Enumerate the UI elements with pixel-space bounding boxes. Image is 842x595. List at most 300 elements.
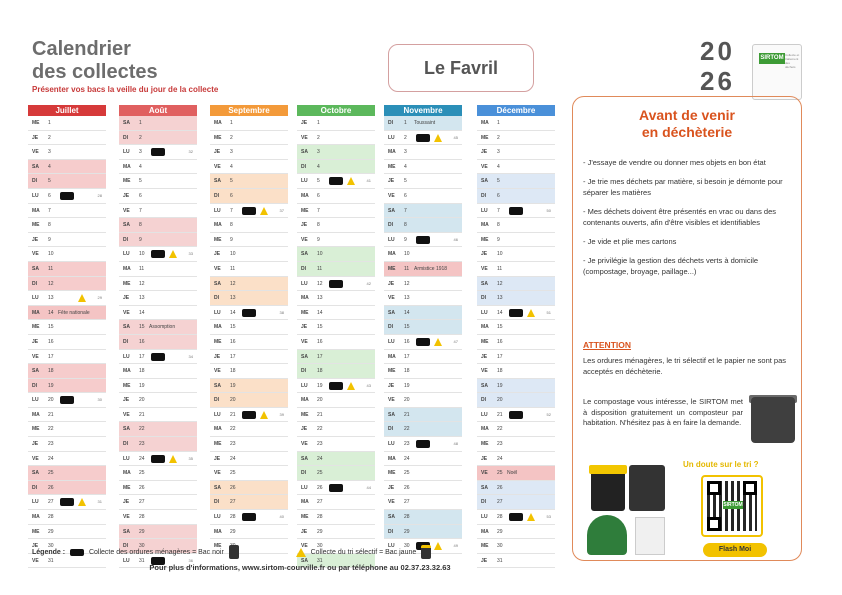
day-name: ME (123, 484, 131, 491)
day-number: 29 (497, 528, 503, 535)
day-number: 11 (404, 265, 410, 272)
day-row (297, 145, 375, 160)
day-name: VE (214, 265, 221, 272)
day-name: LU (388, 441, 395, 448)
panel-heading-line-1: Avant de venir (639, 107, 735, 123)
day-name: LU (123, 251, 130, 258)
week-number: 39 (279, 411, 284, 417)
day-row (384, 466, 462, 481)
day-name: VE (388, 499, 395, 506)
day-name: JE (301, 222, 308, 229)
day-number: 22 (317, 426, 323, 433)
day-number: 22 (497, 426, 503, 433)
day-row (210, 452, 288, 467)
day-number: 21 (317, 411, 323, 418)
day-row (477, 189, 555, 204)
day-row (384, 452, 462, 467)
day-number: 28 (404, 514, 410, 521)
day-number: 23 (317, 441, 323, 448)
day-name: JE (32, 543, 39, 550)
day-number: 30 (497, 543, 503, 550)
day-number: 1 (317, 120, 320, 126)
day-number: 22 (139, 426, 145, 433)
sirtom-logo (752, 44, 802, 100)
day-row (28, 306, 106, 321)
day-name: LU (214, 411, 221, 418)
day-name: VE (388, 192, 395, 199)
day-number: 2 (317, 134, 320, 141)
event-label: Armistice 1918 (414, 265, 448, 272)
day-number: 28 (230, 514, 236, 521)
day-number: 8 (48, 222, 51, 229)
day-row (477, 291, 555, 306)
logo-badge: SIRTOM (759, 53, 785, 64)
day-number: 3 (139, 149, 142, 156)
day-name: SA (481, 280, 488, 287)
day-row (384, 306, 462, 321)
triangle-icon (78, 498, 86, 506)
day-name: VE (481, 470, 488, 477)
triangle-icon (434, 542, 442, 550)
day-name: JE (481, 353, 488, 360)
day-name: SA (301, 251, 308, 258)
day-name: LU (32, 192, 39, 199)
day-row (297, 218, 375, 233)
day-number: 18 (48, 368, 54, 375)
day-row (119, 262, 197, 277)
day-number: 16 (404, 338, 410, 345)
day-name: DI (481, 499, 486, 506)
day-row (297, 379, 375, 394)
day-number: 20 (139, 397, 145, 404)
day-name: VE (301, 543, 308, 550)
panel-heading (573, 107, 801, 141)
day-number: 11 (48, 265, 54, 272)
day-number: 13 (139, 295, 145, 302)
black-bin-marker-icon (242, 513, 256, 521)
day-number: 1 (139, 120, 142, 126)
day-name: MA (481, 120, 489, 126)
day-number: 19 (48, 382, 54, 389)
black-bin-marker-icon (151, 250, 165, 258)
week-number: 41 (366, 178, 371, 184)
day-row (297, 393, 375, 408)
day-name: DI (123, 134, 128, 141)
day-number: 18 (404, 368, 410, 375)
day-name: MA (32, 411, 40, 418)
day-number: 16 (230, 338, 236, 345)
day-number: 12 (497, 280, 503, 287)
day-row (477, 145, 555, 160)
day-name: MA (123, 163, 131, 170)
day-name: MA (214, 426, 222, 433)
day-number: 19 (317, 382, 323, 389)
day-name: LU (481, 514, 488, 521)
day-row (477, 160, 555, 175)
day-number: 7 (317, 207, 320, 214)
day-name: LU (214, 207, 221, 214)
week-number: 40 (279, 514, 284, 520)
day-row (297, 262, 375, 277)
day-row (477, 481, 555, 496)
day-name: DI (214, 192, 219, 199)
day-row (28, 466, 106, 481)
day-name: MA (123, 265, 131, 272)
black-bin-marker-icon (151, 455, 165, 463)
week-number: 50 (546, 207, 551, 213)
day-number: 27 (230, 499, 236, 506)
day-number: 19 (404, 382, 410, 389)
day-number: 11 (317, 265, 323, 272)
day-name: DI (214, 397, 219, 404)
day-row (384, 481, 462, 496)
tips-list (583, 157, 797, 285)
day-name: LU (481, 207, 488, 214)
day-number: 22 (230, 426, 236, 433)
day-row (297, 510, 375, 525)
day-name: DI (481, 397, 486, 404)
day-row (297, 233, 375, 248)
day-row (28, 481, 106, 496)
day-row (119, 204, 197, 219)
day-row (28, 335, 106, 350)
day-number: 13 (230, 295, 236, 302)
day-number: 21 (230, 411, 236, 418)
day-number: 24 (230, 455, 236, 462)
day-row (210, 379, 288, 394)
week-number: 38 (279, 309, 284, 315)
day-name: SA (481, 382, 488, 389)
black-bin-marker-icon (416, 134, 430, 142)
week-number: 44 (366, 484, 371, 490)
day-row (119, 437, 197, 452)
day-name: SA (481, 178, 488, 185)
month-column-nov (384, 105, 462, 554)
black-bin-marker-icon (509, 513, 523, 521)
day-number: 28 (317, 514, 323, 521)
day-name: VE (301, 236, 308, 243)
day-number: 13 (404, 295, 410, 302)
day-number: 1 (48, 120, 51, 126)
day-number: 28 (497, 514, 503, 521)
day-row (28, 350, 106, 365)
day-row (28, 422, 106, 437)
day-name: DI (301, 470, 306, 477)
day-number: 9 (317, 236, 320, 243)
day-number: 21 (139, 411, 145, 418)
day-row (210, 335, 288, 350)
day-name: SA (214, 178, 221, 185)
day-name: MA (388, 353, 396, 360)
day-number: 23 (497, 441, 503, 448)
day-row (210, 145, 288, 160)
day-number: 13 (48, 295, 54, 302)
week-number: 51 (546, 309, 551, 315)
dechetterie-panel (572, 96, 802, 561)
day-row (119, 145, 197, 160)
day-number: 28 (48, 514, 54, 521)
day-number: 17 (48, 353, 54, 360)
day-number: 5 (139, 178, 142, 185)
week-number: 30 (97, 397, 102, 403)
day-row (210, 262, 288, 277)
day-row (119, 189, 197, 204)
black-bin-icon (229, 545, 239, 559)
black-bin-marker-icon (60, 396, 74, 404)
qr-corner (743, 481, 757, 495)
title-line-1: Calendrier (32, 38, 131, 60)
day-name: JE (388, 484, 395, 491)
day-row (477, 262, 555, 277)
day-name: VE (481, 265, 488, 272)
triangle-icon (434, 134, 442, 142)
day-name: MA (301, 499, 309, 506)
black-bin-marker-icon (151, 148, 165, 156)
week-number: 36 (188, 557, 193, 563)
day-row (210, 481, 288, 496)
day-number: 3 (404, 149, 407, 156)
day-name: JE (214, 251, 221, 258)
day-number: 8 (230, 222, 233, 229)
day-number: 1 (404, 120, 407, 126)
day-row (210, 218, 288, 233)
day-row (28, 379, 106, 394)
day-row (384, 233, 462, 248)
week-number: 43 (366, 382, 371, 388)
day-row (297, 204, 375, 219)
black-bin-marker-icon (242, 411, 256, 419)
day-number: 4 (497, 163, 500, 170)
day-name: DI (388, 426, 393, 433)
day-name: LU (123, 455, 130, 462)
qr-code[interactable] (701, 475, 763, 537)
tip: - Je trie mes déchets par matière, si besoin je démonte pour séparer les matières (583, 177, 783, 197)
day-number: 23 (230, 441, 236, 448)
compost-text: Le compostage vous intéresse, le SIRTOM met à disposition gratuitement un composteur par habitation. N'hésitez pas à en faire la demande. (583, 397, 743, 427)
day-number: 14 (48, 309, 54, 316)
week-number: 53 (546, 514, 551, 520)
day-name: JE (214, 455, 221, 462)
day-name: LU (214, 309, 221, 316)
day-row (384, 160, 462, 175)
day-name: JE (481, 251, 488, 258)
day-number: 10 (48, 251, 54, 258)
day-name: SA (388, 514, 395, 521)
black-bin-marker-icon (242, 207, 256, 215)
day-row (297, 131, 375, 146)
day-number: 26 (230, 484, 236, 491)
black-bin-marker-icon (242, 309, 256, 317)
month-column-jul (28, 105, 106, 568)
week-number: 47 (453, 338, 458, 344)
day-name: JE (123, 192, 130, 199)
day-number: 25 (48, 470, 54, 477)
day-row (477, 116, 555, 131)
day-row (384, 116, 462, 131)
day-number: 25 (317, 470, 323, 477)
day-row (297, 160, 375, 175)
day-row (384, 408, 462, 423)
day-row (384, 525, 462, 540)
month-header: Août (119, 105, 197, 116)
day-name: ME (481, 441, 489, 448)
day-number: 5 (48, 178, 51, 185)
legend-label: Légende : (32, 548, 66, 556)
week-number: 35 (188, 455, 193, 461)
day-name: LU (301, 178, 308, 185)
qr-logo: SIRTOM (723, 502, 743, 508)
day-name: ME (214, 543, 222, 550)
day-row (210, 233, 288, 248)
day-name: LU (32, 499, 39, 506)
week-number: 46 (453, 236, 458, 242)
day-name: LU (388, 543, 395, 550)
day-row (28, 452, 106, 467)
day-row (384, 131, 462, 146)
day-number: 29 (139, 528, 145, 535)
day-number: 14 (139, 309, 145, 316)
day-row (477, 437, 555, 452)
week-number: 42 (366, 280, 371, 286)
paper-container-icon (635, 517, 665, 555)
triangle-icon (347, 177, 355, 185)
day-row (384, 350, 462, 365)
day-number: 10 (230, 251, 236, 258)
day-number: 10 (139, 251, 145, 258)
day-number: 24 (139, 455, 145, 462)
day-number: 27 (139, 499, 145, 506)
day-name: LU (32, 295, 39, 302)
day-number: 9 (230, 236, 233, 243)
day-row (210, 364, 288, 379)
black-bin-marker-icon (329, 484, 343, 492)
commune-name: Le Favril (388, 44, 534, 92)
week-number: 29 (97, 295, 102, 301)
day-row (210, 116, 288, 131)
day-number: 25 (139, 470, 145, 477)
triangle-icon (169, 455, 177, 463)
day-row (384, 495, 462, 510)
day-number: 17 (230, 353, 236, 360)
day-number: 15 (497, 324, 503, 331)
day-number: 5 (497, 178, 500, 185)
day-number: 7 (48, 207, 51, 214)
day-number: 24 (497, 455, 503, 462)
day-number: 5 (317, 178, 320, 185)
day-row (384, 145, 462, 160)
day-name: SA (32, 265, 39, 272)
day-name: ME (32, 528, 40, 535)
attention-text: Les ordures ménagères, le tri sélectif et le papier ne sont pas acceptés en déchèterie. (583, 356, 787, 376)
day-number: 15 (404, 324, 410, 331)
day-name: JE (214, 353, 221, 360)
day-number: 15 (139, 324, 145, 331)
day-number: 10 (317, 251, 323, 258)
day-name: MA (481, 324, 489, 331)
day-row (297, 525, 375, 540)
day-number: 4 (317, 163, 320, 170)
day-name: DI (32, 382, 37, 389)
day-number: 6 (317, 192, 320, 199)
day-number: 20 (230, 397, 236, 404)
day-name: LU (481, 411, 488, 418)
day-number: 11 (230, 265, 236, 272)
day-row (210, 510, 288, 525)
day-name: MA (32, 207, 40, 214)
black-bin-marker-icon (329, 280, 343, 288)
day-number: 27 (48, 499, 54, 506)
day-name: ME (123, 178, 131, 185)
day-number: 30 (139, 543, 145, 550)
triangle-icon (169, 250, 177, 258)
day-name: LU (481, 309, 488, 316)
day-name: LU (301, 382, 308, 389)
day-row (210, 350, 288, 365)
day-name: VE (388, 295, 395, 302)
day-row (477, 408, 555, 423)
day-row (210, 277, 288, 292)
day-name: LU (123, 149, 130, 156)
black-bin-icon (629, 465, 665, 511)
day-row (119, 452, 197, 467)
day-name: ME (301, 309, 309, 316)
day-row (119, 233, 197, 248)
day-number: 26 (48, 484, 54, 491)
day-name: MA (214, 324, 222, 331)
day-name: SA (32, 163, 39, 170)
day-number: 3 (230, 149, 233, 156)
black-bin-marker-icon (60, 498, 74, 506)
day-name: ME (481, 134, 489, 141)
triangle-icon (347, 382, 355, 390)
day-number: 29 (48, 528, 54, 535)
day-row (210, 189, 288, 204)
week-number: 52 (546, 411, 551, 417)
day-row (210, 160, 288, 175)
day-number: 2 (139, 134, 142, 141)
day-number: 12 (139, 280, 145, 287)
day-name: JE (481, 149, 488, 156)
logo-tagline: Collecte et traitement des déchets (785, 53, 800, 69)
day-name: ME (123, 280, 131, 287)
day-row (477, 131, 555, 146)
day-name: MA (481, 426, 489, 433)
day-row (119, 174, 197, 189)
day-row (119, 466, 197, 481)
month-column-oct (297, 105, 375, 568)
day-name: VE (214, 163, 221, 170)
day-number: 19 (497, 382, 503, 389)
day-row (297, 291, 375, 306)
day-name: ME (214, 338, 222, 345)
day-number: 26 (404, 484, 410, 491)
day-name: VE (388, 397, 395, 404)
day-name: VE (123, 207, 130, 214)
day-row (28, 393, 106, 408)
day-number: 26 (139, 484, 145, 491)
event-label: Toussaint (414, 120, 436, 126)
day-name: ME (388, 163, 396, 170)
day-row (28, 116, 106, 131)
day-row (477, 335, 555, 350)
day-name: SA (388, 411, 395, 418)
day-row (210, 466, 288, 481)
day-row (297, 189, 375, 204)
day-name: VE (123, 411, 130, 418)
day-row (119, 393, 197, 408)
day-name: ME (32, 324, 40, 331)
day-row (28, 364, 106, 379)
